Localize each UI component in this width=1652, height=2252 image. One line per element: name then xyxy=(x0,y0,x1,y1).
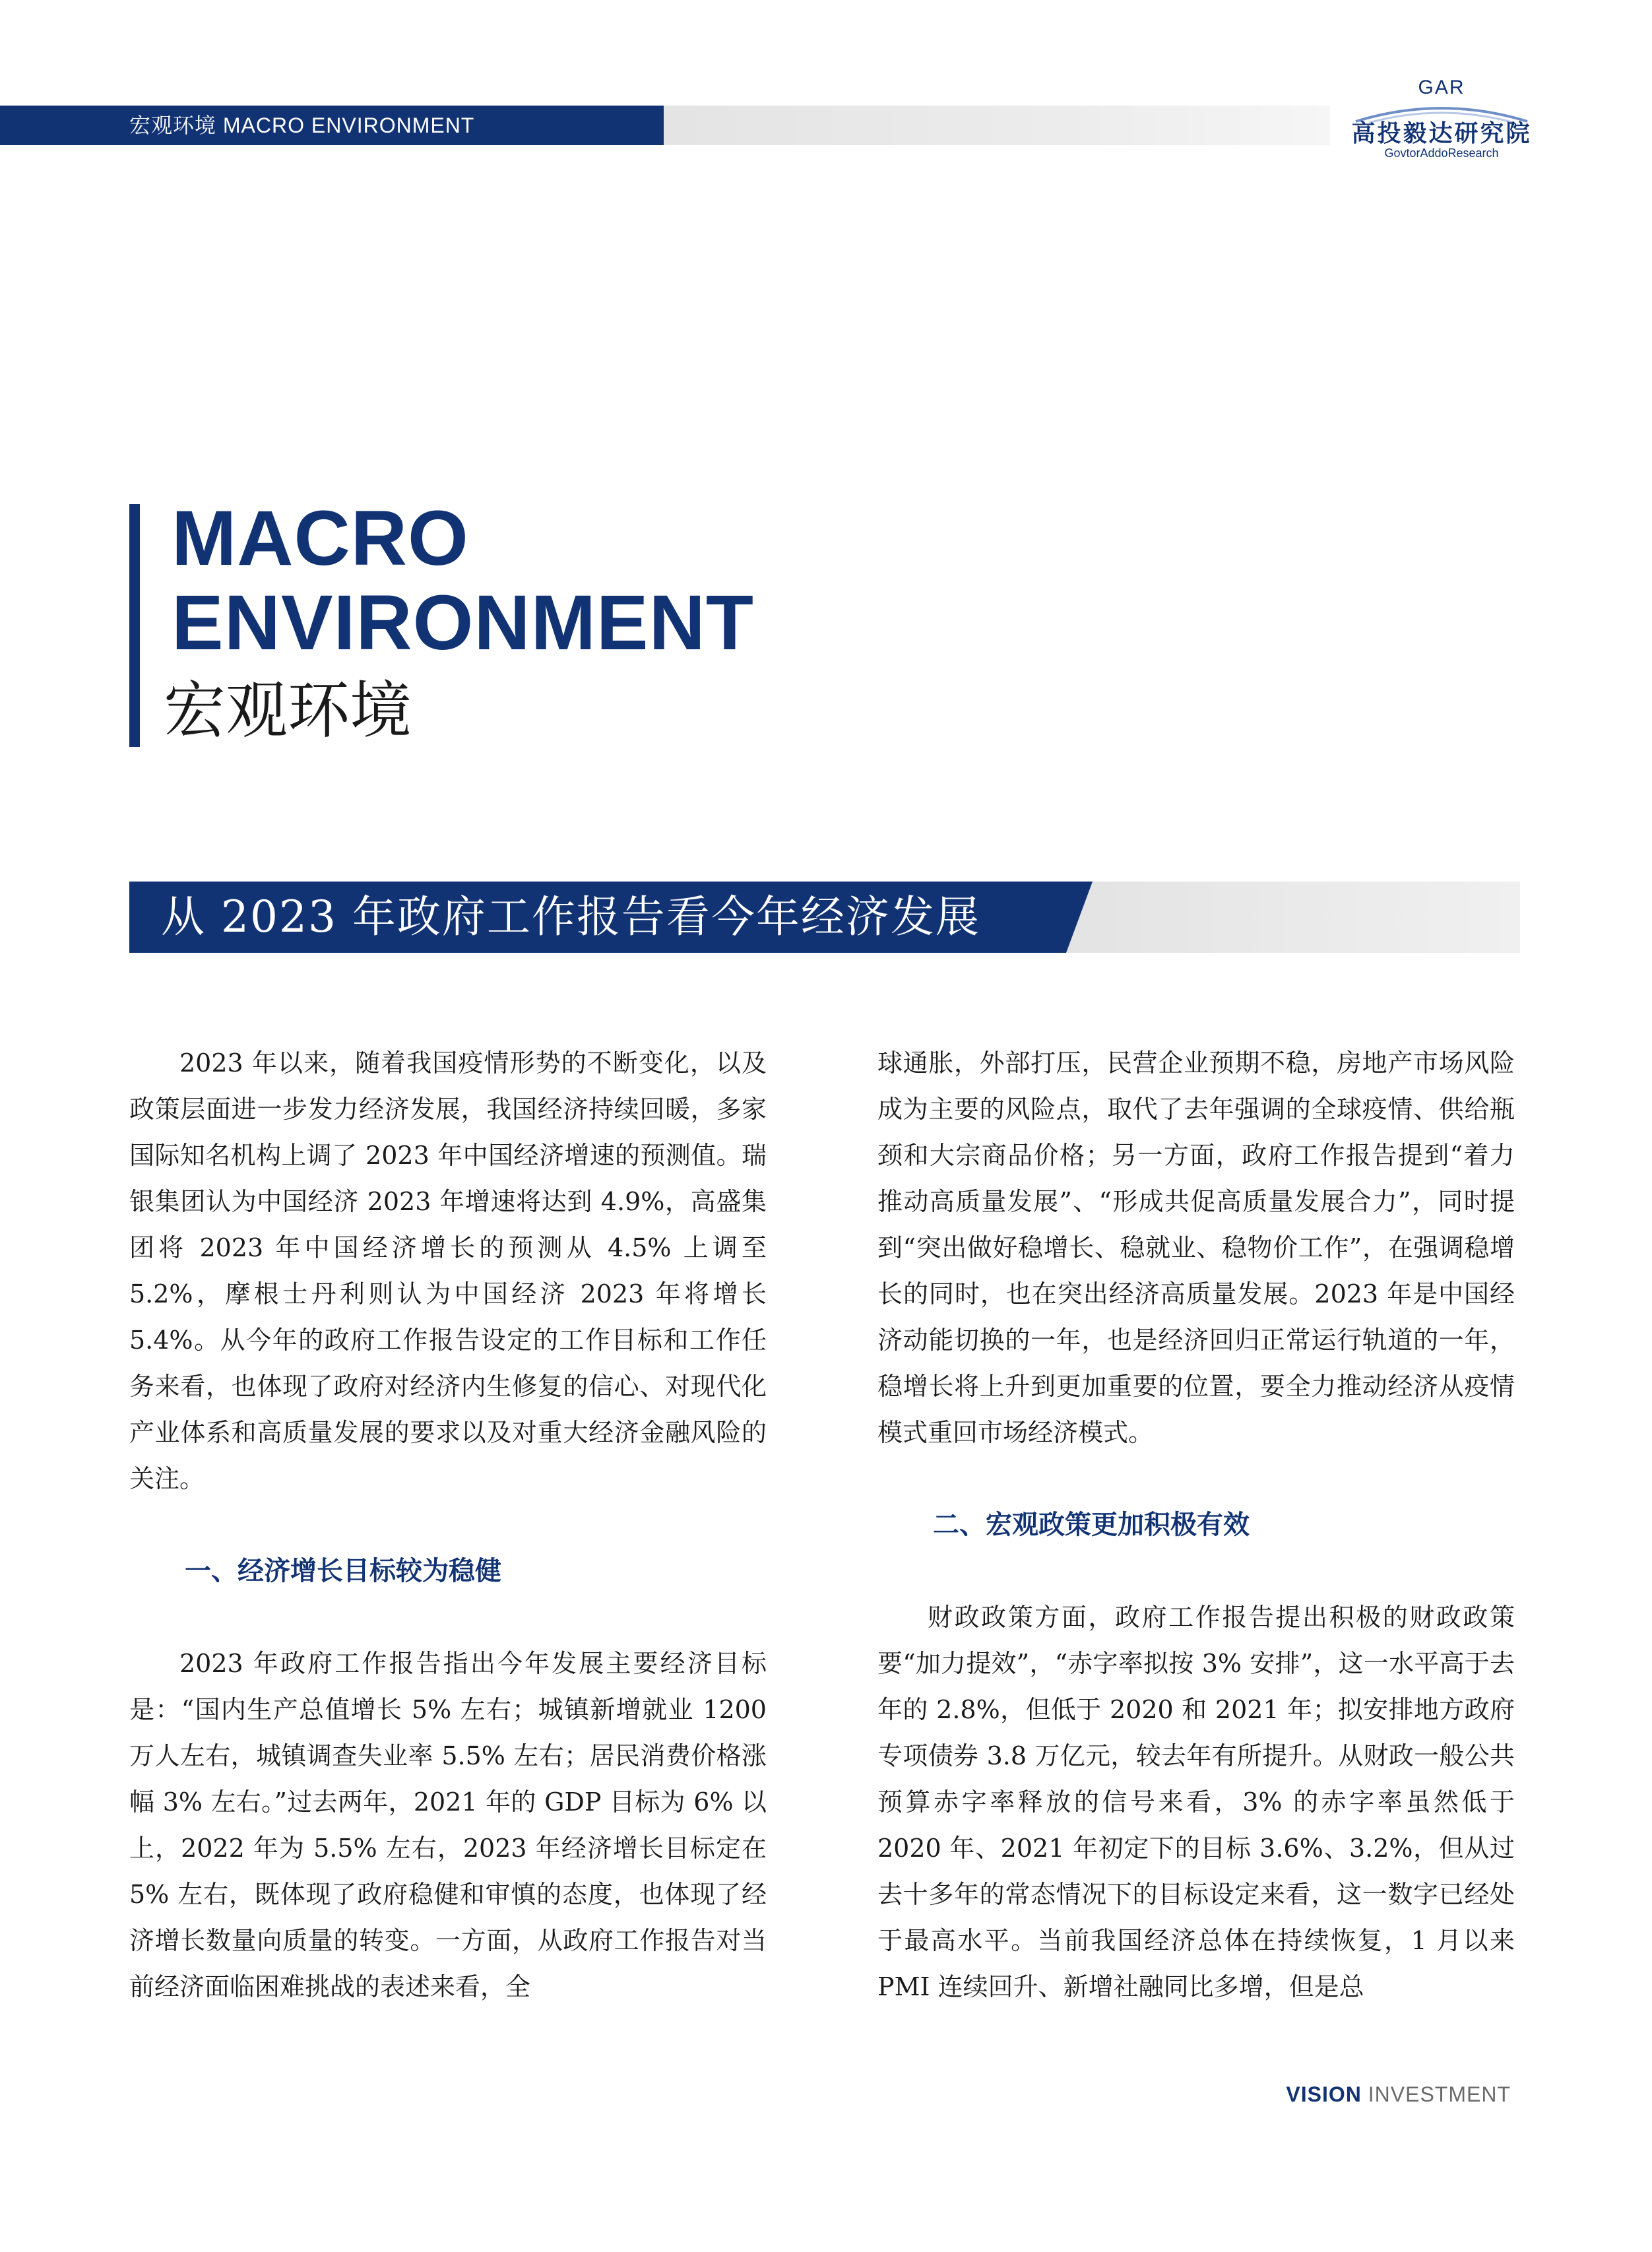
page-title-cn: 宏观环境 xyxy=(164,675,412,747)
logo-abbr: GAR xyxy=(1418,77,1465,98)
footer-brand xyxy=(1286,2082,1511,2107)
article-title-gray xyxy=(1056,882,1520,953)
paragraph: 财政政策方面，政府工作报告提出积极的财政政策要“加力提效”，“赤字率拟按 3% 安排”，这一水平高于去年的 2.8%，但低于 2020 和 2021 年；拟安排地方政府专项债券 3.8 万亿元，较去年有所提升。从财政一般公共预算赤字率释放的信号来看，3% 的赤字率虽然低于 2020 年、2021 年初定下的目标 3.6%、3.2%，但从过去十多年的常态情况下的目标设定来看，这一数字已经处于最高水平。当前我国经济总体在持续恢复，1 月以来 PMI 连续回升、新增社融同比多增，但是总 xyxy=(877,1603,1515,2001)
footer-vision: VISION xyxy=(1286,2082,1362,2106)
paragraph: 2023 年以来，随着我国疫情形势的不断变化，以及政策层面进一步发力经济发展，我国经济持续回暖，多家国际知名机构上调了 2023 年中国经济增速的预测值。瑞银集团认为中国经济 2023 年增速将达到 4.9%，高盛集团将 2023 年中国经济增长的预测从 4.5% 上调至 5.2%，摩根士丹利则认为中国经济 2023 年将增长 5.4%。从今年的政府工作报告设定的工作目标和工作任务来看，也体现了政府对经济内生修复的信心、对现代化产业体系和高质量发展的要求以及对重大经济金融风险的关注。 xyxy=(129,1048,767,1493)
section-heading-1: 一、经济增长目标较为稳健 xyxy=(185,1556,501,1586)
page-title-en-line2: ENVIRONMENT xyxy=(172,579,754,666)
gar-logo xyxy=(1333,77,1550,169)
logo-name-cn: 高投毅达研究院 xyxy=(1351,120,1532,147)
paragraph: 2023 年政府工作报告指出今年发展主要经济目标是：“国内生产总值增长 5% 左右；城镇新增就业 1200 万人左右，城镇调查失业率 5.5% 左右；居民消费价格涨幅 3% 左右。”过去两年，2021 年的 GDP 目标为 6% 以上，2022 年为 5.5% 左右，2023 年经济增长目标定在 5% 左右，既体现了政府稳健和审慎的态度，也体现了经济增长数量向质量的转变。一方面，从政府工作报告对当前经济面临困难挑战的表述来看，全 xyxy=(129,1649,767,2001)
page-title-en-line1: MACRO xyxy=(172,495,469,582)
page-title-en xyxy=(172,496,754,665)
article-title-band-cut xyxy=(1066,882,1093,953)
title-accent-bar xyxy=(129,504,140,747)
right-column xyxy=(877,1040,1515,2010)
article-title: 从 2023 年政府工作报告看今年经济发展 xyxy=(161,891,980,942)
section-heading-2: 二、宏观政策更加积极有效 xyxy=(933,1510,1250,1540)
logo-name-en: GovtorAddoResearch xyxy=(1384,146,1499,160)
left-column xyxy=(129,1040,767,2010)
header-section-label: 宏观环境 MACRO ENVIRONMENT xyxy=(129,113,475,137)
header-gray-band xyxy=(664,106,1330,145)
paragraph: 球通胀，外部打压，民营企业预期不稳，房地产市场风险成为主要的风险点，取代了去年强调的全球疫情、供给瓶颈和大宗商品价格；另一方面，政府工作报告提到“着力推动高质量发展”、“形成共促高质量发展合力”，同时提到“突出做好稳增长、稳就业、稳物价工作”，在强调稳增长的同时，也在突出经济高质量发展。2023 年是中国经济动能切换的一年，也是经济回归正常运行轨道的一年，稳增长将上升到更加重要的位置，要全力推动经济从疫情模式重回市场经济模式。 xyxy=(877,1048,1515,1447)
footer-investment: INVESTMENT xyxy=(1361,2082,1511,2106)
